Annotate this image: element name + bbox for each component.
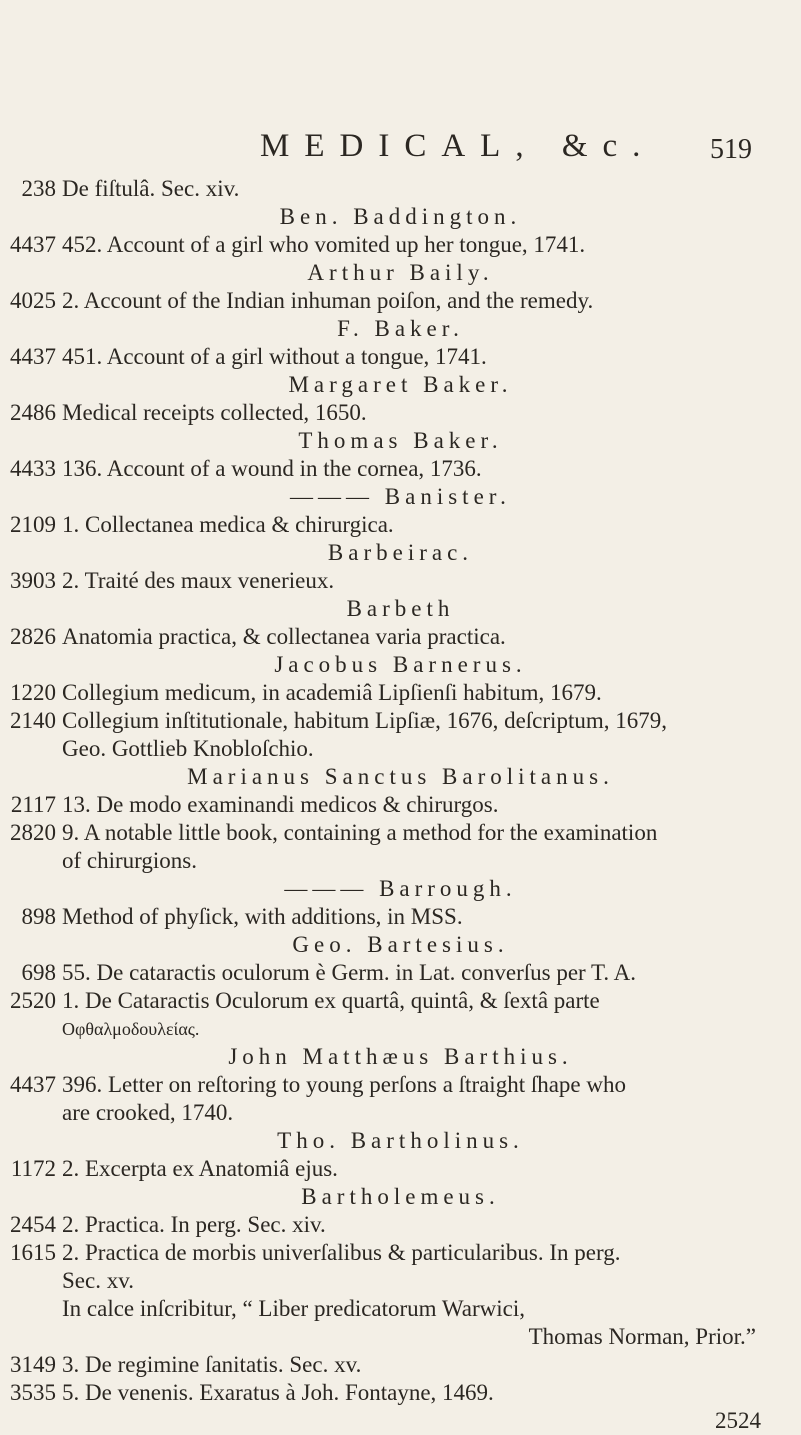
author-heading: Marianus Sanctus Barolitanus. [187, 764, 614, 789]
author-heading: ——— Banister. [290, 484, 511, 509]
entry-text: 2. Practica de morbis univerſalibus & particularibus. In perg. [62, 1240, 621, 1265]
author-heading: Geo. Bartesius. [292, 932, 509, 957]
catalogue-entry [0, 1239, 801, 1267]
shelf-number: 4025 [10, 288, 56, 313]
entry-text: 2. Traité des maux venerieux. [62, 568, 335, 593]
shelf-number: 238 [21, 176, 56, 201]
entry-text: 55. De cataractis oculorum è Germ. in Lat. converſus per T. A. [62, 960, 636, 985]
entry-text: 2. Account of the Indian inhuman poiſon, and the remedy. [62, 288, 594, 313]
entry-continuation: In calce inſcribitur, “ Liber predicatorum Warwici, [62, 1296, 525, 1321]
entry-text: Collegium inſtitutionale, habitum Lipſiæ, 1676, deſcriptum, 1679, [62, 708, 667, 733]
entry-text: 5. De venenis. Exaratus à Joh. Fontayne, 1469. [62, 1380, 494, 1405]
shelf-number: 3149 [10, 1352, 56, 1377]
entry-line [0, 735, 801, 763]
entry-continuation: are crooked, 1740. [62, 1100, 234, 1125]
author-heading: Jacobus Barnerus. [274, 652, 527, 677]
shelf-number: 1172 [10, 1156, 56, 1181]
shelf-number: 2820 [10, 820, 56, 845]
shelf-number: 3903 [10, 568, 56, 593]
author-heading: John Matthæus Barthius. [228, 1044, 573, 1069]
catalogue-entry [0, 707, 801, 735]
catchword: 2524 [715, 1408, 761, 1433]
catalogue-entry [0, 623, 801, 651]
page-header [0, 128, 801, 168]
entry-line [0, 1099, 801, 1127]
catalogue-entry [0, 1155, 801, 1183]
shelf-number: 2109 [10, 512, 56, 537]
entry-line [0, 1323, 801, 1351]
catalogue-entry [0, 567, 801, 595]
author-heading: Ben. Baddington. [279, 204, 522, 229]
entry-text: 9. A notable little book, containing a method for the examination [62, 820, 658, 845]
author-heading: F. Baker. [337, 316, 464, 341]
catalogue-entry [0, 287, 801, 315]
shelf-number: 4437 [10, 1072, 56, 1097]
entry-text: De fiſtulâ. Sec. xiv. [62, 176, 240, 201]
catalogue-entry [0, 791, 801, 819]
shelf-number: 1220 [10, 680, 56, 705]
catalogue-entry [0, 1211, 801, 1239]
catalogue-entry [0, 511, 801, 539]
page-number: 519 [710, 134, 752, 165]
entry-text: 2. Practica. In perg. Sec. xiv. [62, 1212, 326, 1237]
shelf-number: 4437 [10, 344, 56, 369]
catalogue-entry [0, 455, 801, 483]
catalogue-entry [0, 343, 801, 371]
catalogue-entry [0, 987, 801, 1015]
shelf-number: 2486 [10, 400, 56, 425]
catalogue-entry [0, 679, 801, 707]
shelf-number: 2826 [10, 624, 56, 649]
catalogue-entry [0, 1071, 801, 1099]
catalogue-entries [0, 175, 801, 1435]
entry-signature: Thomas Norman, Prior.” [528, 1324, 756, 1349]
author-heading: Margaret Baker. [288, 372, 513, 397]
shelf-number: 2454 [10, 1212, 56, 1237]
entry-text: Collegium medicum, in academiâ Lipſienſi habitum, 1679. [62, 680, 602, 705]
shelf-number: 1615 [10, 1240, 56, 1265]
catalogue-entry [0, 231, 801, 259]
entry-text: Method of phyſick, with additions, in MSS. [62, 904, 463, 929]
entry-text: 2. Excerpta ex Anatomiâ ejus. [62, 1156, 338, 1181]
author-heading: Arthur Baily. [307, 260, 494, 285]
catalogue-entry [0, 959, 801, 987]
entry-text: Anatomia practica, & collectanea varia practica. [62, 624, 506, 649]
catalogue-entry [0, 175, 801, 203]
author-heading: Barbeth [346, 596, 455, 621]
author-heading: Bartholemeus. [301, 1184, 500, 1209]
author-heading: Tho. Bartholinus. [277, 1128, 524, 1153]
entry-text: 396. Letter on reſtoring to young perſons a ſtraight ſhape who [62, 1072, 627, 1097]
entry-continuation: Sec. xv. [62, 1268, 134, 1293]
shelf-number: 2520 [10, 988, 56, 1013]
entry-text: 451. Account of a girl without a tongue, 1741. [62, 344, 487, 369]
shelf-number: 3535 [10, 1380, 56, 1405]
entry-text: 3. De regimine ſanitatis. Sec. xv. [62, 1352, 362, 1377]
shelf-number: 2140 [10, 708, 56, 733]
entry-line [0, 1267, 801, 1295]
entry-continuation: Geo. Gottlieb Knobloſchio. [62, 736, 314, 761]
shelf-number: 4433 [10, 456, 56, 481]
author-heading: Thomas Baker. [298, 428, 503, 453]
entry-text: Medical receipts collected, 1650. [62, 400, 367, 425]
entry-line [0, 847, 801, 875]
shelf-number: 898 [21, 904, 56, 929]
entry-text: 136. Account of a wound in the cornea, 1736. [62, 456, 482, 481]
shelf-number: 698 [21, 960, 56, 985]
entry-text: 1. Collectanea medica & chirurgica. [62, 512, 394, 537]
entry-line [0, 1015, 801, 1043]
catalogue-entry [0, 903, 801, 931]
entry-continuation: of chirurgions. [62, 848, 198, 873]
author-heading: Barbeirac. [327, 540, 474, 565]
entry-line [0, 1295, 801, 1323]
entry-text: 13. De modo examinandi medicos & chirurgos. [62, 792, 499, 817]
entry-text: 1. De Cataractis Oculorum ex quartâ, quintâ, & ſextâ parte [62, 988, 600, 1013]
shelf-number: 4437 [10, 232, 56, 257]
running-title: MEDICAL, &c. [260, 128, 656, 164]
entry-continuation: Οφθαλμοδουλείας. [62, 1019, 200, 1039]
catalogue-entry [0, 399, 801, 427]
entry-text: 452. Account of a girl who vomited up her tongue, 1741. [62, 232, 586, 257]
catalogue-entry [0, 1351, 801, 1379]
catalogue-entry [0, 819, 801, 847]
catalogue-entry [0, 1379, 801, 1407]
shelf-number: 2117 [10, 792, 56, 817]
author-heading: ——— Barrough. [284, 876, 517, 901]
entry-line [0, 1407, 801, 1435]
